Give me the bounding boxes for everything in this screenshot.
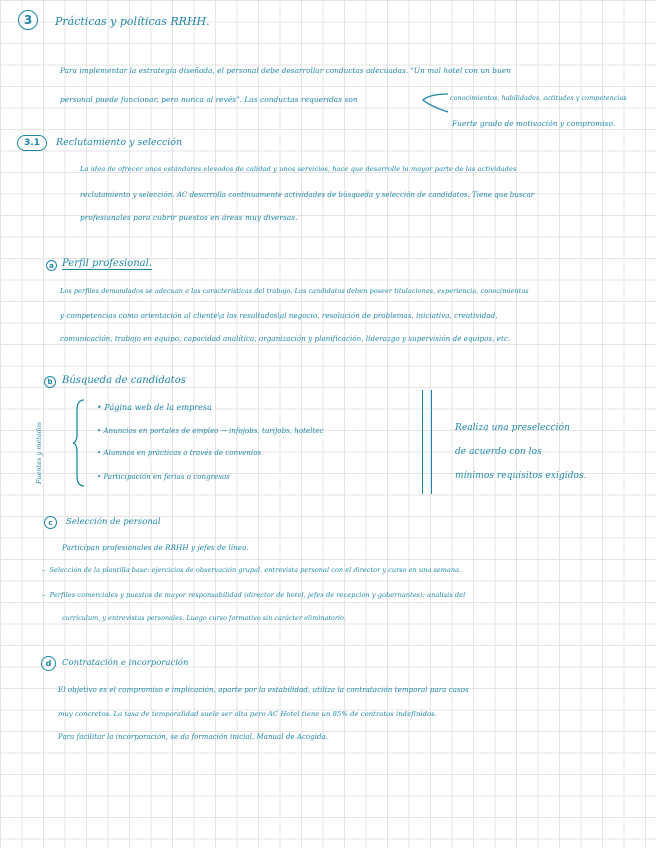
busqueda-note-line-2: de acuerdo con los (455, 447, 542, 457)
perfil-line-2: y competencias como orientación al cliente\a los resultados\al negocio, resolución de problemas, iniciativa, creatividad, (60, 311, 498, 320)
section-3-1-line-2: reclutamiento y selección. AC desarrolla continuamente actividades de búsqueda y selección de candidatos. Tiene que buscar (80, 191, 535, 199)
section-3-1-title: Reclutamiento y selección (56, 137, 183, 148)
seleccion-bullet-2-line-1: – Perfiles comerciales y puestos de mayor responsabilidad (director de hotel, jefes de recepción y gobernantes): análisis del (42, 591, 466, 599)
subsection-d-badge: d (41, 656, 56, 671)
perfil-line-1: Los perfiles demandados se adecuan a las características del trabajo. Los candidatos deben poseer titulaciones, experiencia, conocimientos (60, 287, 529, 295)
seleccion-bullet-2-line-2: currículum, y entrevistas personales. Luego curso formativo sin carácter eliminatorio. (62, 614, 347, 622)
double-divider-line (422, 390, 432, 494)
branch-bracket-icon (420, 92, 450, 116)
section-3-number-badge: 3 (18, 10, 38, 30)
busqueda-item-1: • Página web de la empresa (97, 403, 212, 412)
section-3-branch-top: conocimientos, habilidades, actitudes y competencias (450, 94, 627, 102)
section-3-1-line-1: La idea de ofrecer unos estándares elevados de calidad y unos servicios, hace que desarrolle la mayor parte de las actividades (80, 165, 517, 173)
contratacion-line-3: Para facilitar la incorporación, se da formación inicial, Manual de Acogida. (58, 733, 329, 741)
subsection-c-badge: c (44, 516, 57, 529)
busqueda-item-2: • Anuncios en portales de empleo → infojobs, turijobs, hoteltec (97, 427, 324, 435)
busqueda-title: Búsqueda de candidatos (62, 375, 186, 386)
busqueda-side-label: Fuentes y métodos (35, 421, 43, 484)
perfil-title: Perfil profesional. (62, 258, 152, 269)
busqueda-item-4: • Participación en ferias o congresos (97, 473, 230, 481)
section-3-intro-line-2: personal puede funcionar, pero nunca al revés". Las conductas requeridas son (60, 95, 358, 104)
seleccion-subtitle: Participan profesionales de RRHH y jefes de línea. (62, 543, 249, 552)
contratacion-line-2: muy concretos. La tasa de temporalidad suele ser alta pero AC Hotel tiene un 85% de contratos indefinidos. (58, 710, 437, 718)
sources-brace-icon (72, 398, 86, 488)
contratacion-title: Contratación e incorporación (62, 658, 189, 668)
section-3-title: Prácticas y políticas RRHH. (55, 15, 210, 28)
subsection-b-badge: b (44, 376, 56, 388)
section-3-branch-bottom: Fuerte grado de motivación y compromiso. (452, 119, 616, 128)
perfil-line-3: comunicación, trabajo en equipo, capacidad analítica, organización y planificación, liderazgo y supervisión de equipos, etc. (60, 334, 511, 343)
subsection-a-badge: a (46, 260, 57, 271)
seleccion-bullet-1: – Selección de la plantilla base: ejercicios de observación grupal, entrevista personal con el director y curso en una semana. (42, 566, 462, 574)
busqueda-note-line-1: Realiza una preselección (455, 423, 570, 433)
busqueda-item-3: • Alumnos en prácticas a través de convenios (97, 449, 262, 457)
section-3-1-line-3: profesionales para cubrir puestos en áreas muy diversas. (80, 213, 298, 222)
contratacion-line-1: El objetivo es el compromiso e implicación, aparte por la estabilidad, utiliza la contratación temporal para casos (58, 685, 469, 694)
seleccion-title: Selección de personal (66, 517, 161, 527)
section-3-intro-line-1: Para implementar la estrategia diseñada, el personal debe desarrollar conductas adecuadas. "Un mal hotel con un buen (60, 66, 511, 75)
section-3-1-number-badge: 3.1 (17, 135, 47, 151)
busqueda-note-line-3: mínimos requisitos exigidos. (455, 471, 587, 481)
